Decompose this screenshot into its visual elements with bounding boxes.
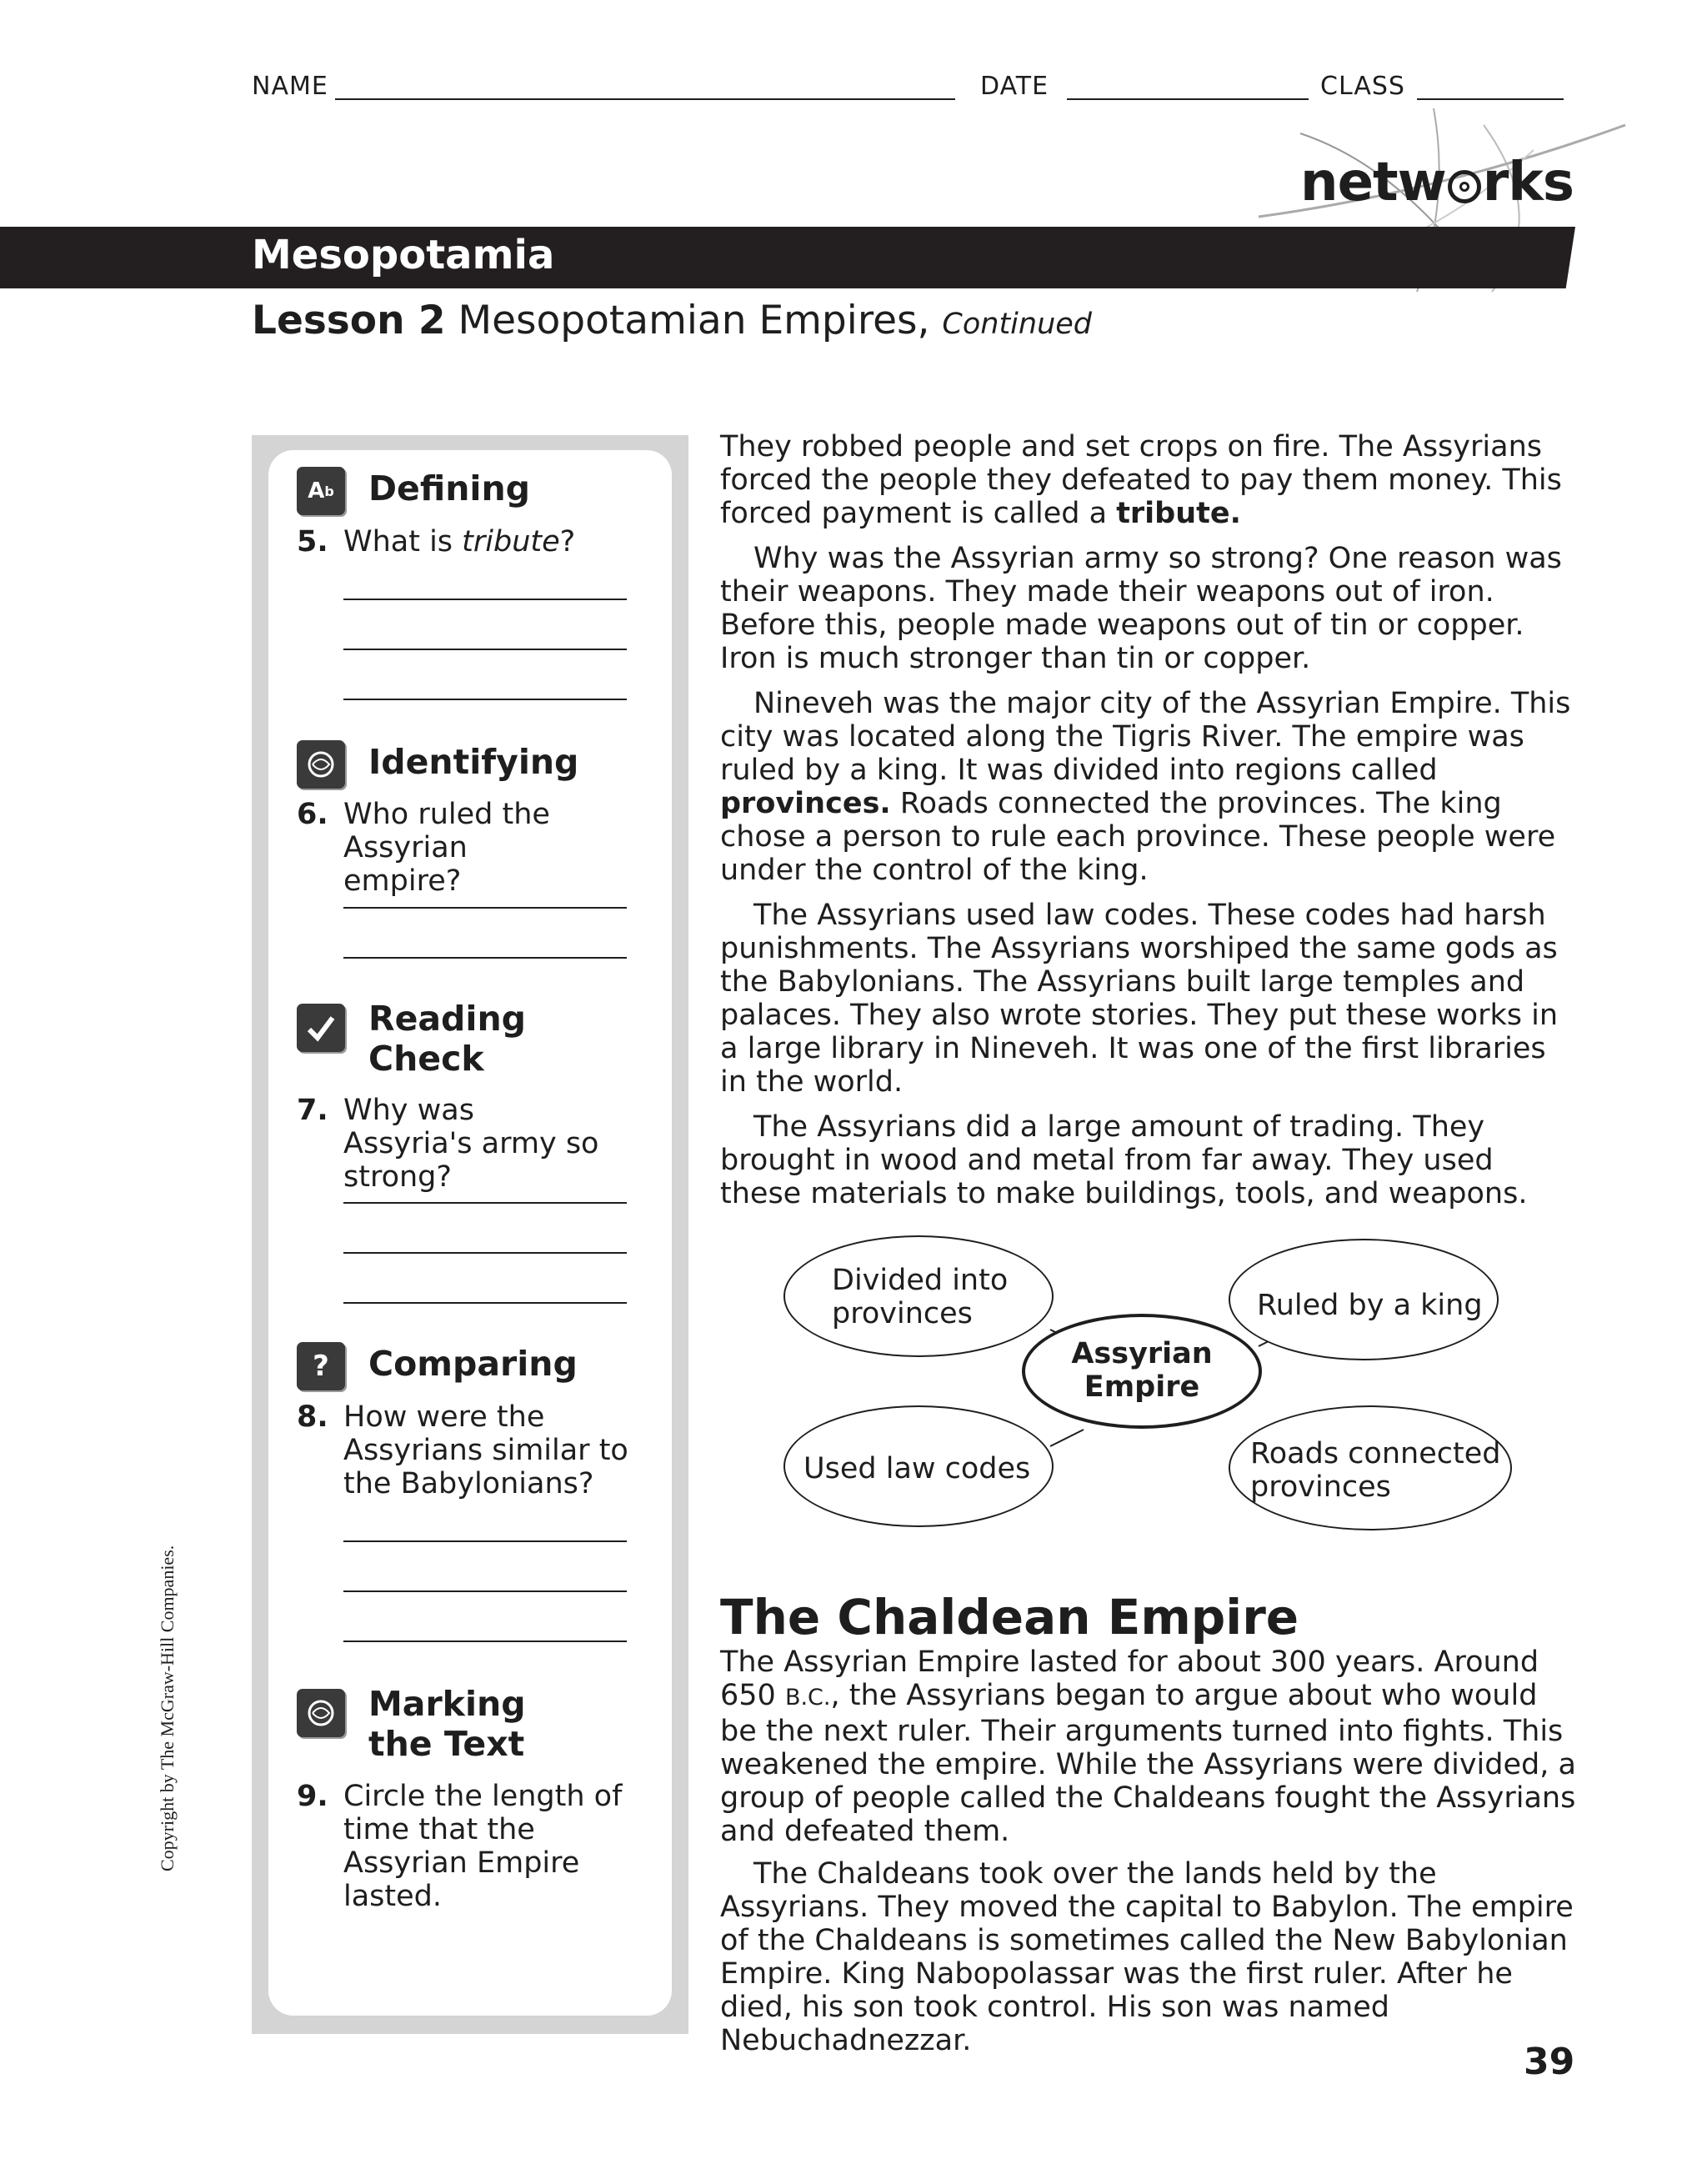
class-label: CLASS: [1320, 72, 1405, 101]
question-5-number: 5.: [297, 525, 328, 559]
question-7-text: Why was Assyria's army so strong?: [343, 1094, 599, 1194]
page-number: 39: [1524, 2041, 1575, 2083]
answer-line[interactable]: [343, 649, 627, 650]
answer-line[interactable]: [343, 1540, 627, 1542]
answer-line[interactable]: [343, 699, 627, 700]
question-mark-icon: ?: [297, 1342, 345, 1390]
answer-line[interactable]: [343, 957, 627, 959]
brain-icon: [297, 1689, 345, 1737]
question-9-number: 9.: [297, 1780, 328, 1813]
name-line: [335, 98, 955, 100]
globe-icon: [1448, 170, 1481, 203]
title-band: [0, 227, 1575, 288]
answer-line[interactable]: [343, 599, 627, 600]
answer-line[interactable]: [343, 1302, 627, 1304]
vocab-tribute: tribute.: [1116, 497, 1241, 530]
copyright-notice: Copyright by The McGraw-Hill Companies.: [157, 1545, 178, 1871]
diagram-node-label: Roads connected provinces: [1250, 1437, 1501, 1504]
question-9-text: Circle the length of time that the Assyrian Empire lasted.: [343, 1780, 623, 1913]
paragraph: The Assyrian Empire lasted for about 300 years. Around 650 B.C., the Assyrians began to argue about who would be the next ruler. Their arguments turned into fights. This weakened the empire. While the Assyrians were divided, a group of people called the Chaldeans fought the Assyrians and defeated them.: [720, 1646, 1576, 1848]
brain-icon: [297, 740, 345, 789]
diagram-center-label: Assyrian Empire: [1071, 1337, 1213, 1404]
question-6-number: 6.: [297, 798, 328, 831]
question-5-text: What is tribute?: [343, 525, 576, 559]
lesson-title: [252, 298, 1092, 343]
answer-line[interactable]: [343, 907, 627, 909]
question-8-number: 8.: [297, 1400, 328, 1434]
lesson-number: Lesson 2: [252, 298, 446, 343]
abc-icon: A b: [297, 467, 345, 515]
identifying-heading: Identifying: [368, 742, 579, 782]
reading-check-heading: Reading Check: [368, 999, 526, 1079]
paragraph: The Chaldeans took over the lands held by the Assyrians. They moved the capital to Babylon. The empire of the Chaldeans is sometimes called the New Babylonian Empire. King Nabopolassar was the first ruler. After he died, his son took control. His son was named Nebuchadnezzar.: [720, 1857, 1574, 2057]
section-heading: The Chaldean Empire: [720, 1589, 1299, 1646]
paragraph: The Assyrians used law codes. These codes had harsh punishments. The Assyrians worshiped the same gods as the Babylonians. The Assyrians built large temples and palaces. They also wrote stories. They put these works in a large library in Nineveh. It was one of the first libraries in the world.: [720, 899, 1559, 1099]
continued-label: Continued: [942, 308, 1093, 341]
diagram-node-label: Divided into provinces: [832, 1264, 1009, 1330]
marking-text-heading: Marking the Text: [368, 1684, 526, 1764]
vocab-provinces: provinces.: [720, 787, 891, 820]
question-6-text: Who ruled the Assyrian empire?: [343, 798, 550, 898]
date-label: DATE: [980, 72, 1049, 101]
checkmark-icon: [297, 1004, 345, 1052]
networks-logo: netw rks: [1300, 152, 1574, 213]
unit-title: Mesopotamia: [252, 232, 555, 278]
answer-line[interactable]: [343, 1202, 627, 1204]
answer-line[interactable]: [343, 1641, 627, 1642]
question-8-text: How were the Assyrians similar to the Babylonians?: [343, 1400, 628, 1500]
diagram-node-label: Used law codes: [803, 1452, 1031, 1485]
answer-line[interactable]: [343, 1252, 627, 1254]
paragraph: The Assyrians did a large amount of trading. They brought in wood and metal from far away. They used these materials to make buildings, tools, and weapons.: [720, 1110, 1528, 1210]
comparing-heading: Comparing: [368, 1344, 578, 1384]
paragraph: They robbed people and set crops on fire. The Assyrians forced the people they defeated to pay them money. This forced payment is called a tribute.: [720, 430, 1562, 530]
defining-heading: Defining: [368, 468, 531, 508]
paragraph: Nineveh was the major city of the Assyrian Empire. This city was located along the Tigris River. The empire was ruled by a king. It was divided into regions called provinces. Roads connected the provinces. The king chose a person to rule each province. These people were under the control of the king.: [720, 687, 1571, 887]
diagram-node-label: Ruled by a king: [1257, 1289, 1483, 1322]
name-label: NAME: [252, 72, 328, 101]
answer-line[interactable]: [343, 1590, 627, 1592]
paragraph: Why was the Assyrian army so strong? One reason was their weapons. They made their weapons out of iron. Before this, people made weapons out of tin or copper. Iron is much stronger than tin or copper.: [720, 542, 1562, 675]
lesson-name: Mesopotamian Empires,: [458, 298, 930, 343]
question-7-number: 7.: [297, 1094, 328, 1127]
